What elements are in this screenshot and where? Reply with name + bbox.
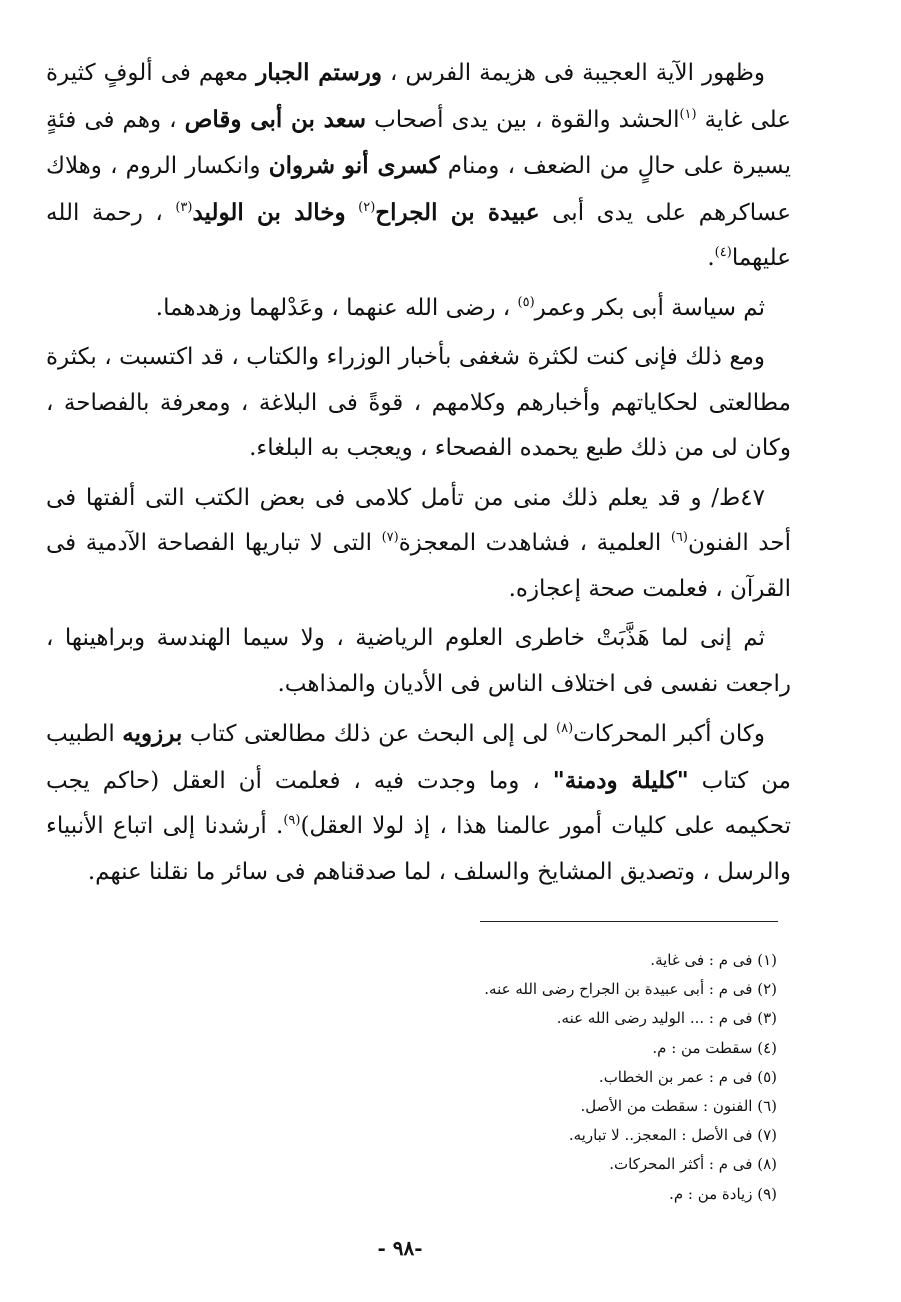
text-run: ومع ذلك فإنى كنت لكثرة شغفى بأخبار الوزراء والكتاب ، قد اكتسبت ، بكثرة مطالعتى لحكاياتهم وأخبارهم وكلامهم ، قوةً فى البلاغة ، ومعرفة بالفصاحة ، وكان لى من ذلك طبع يحمده الفصحاء ، ويعجب به البلغاء. bbox=[46, 344, 791, 461]
highlighted-name: ورستم الجبار bbox=[256, 59, 382, 86]
highlighted-name: سعد بن أبى وقاص bbox=[184, 105, 367, 133]
footnote-divider bbox=[480, 921, 778, 922]
text-run: ثم إنى لما هَذَّبَتْ خاطرى العلوم الرياضية ، ولا سيما الهندسة وبراهينها ، راجعت نفسى فى اختلاف الناس فى الأديان والمذاهب. bbox=[46, 625, 791, 697]
paragraph bbox=[46, 476, 791, 613]
text-run: وظهور الآية العجيبة فى هزيمة الفرس ، bbox=[381, 60, 765, 86]
footnote: (٨) فى م : أكثر المحركات. bbox=[609, 1155, 777, 1174]
footnote-ref: (٣) bbox=[175, 199, 193, 215]
text-run: معهم فى ألوفٍ كثيرة على غاية bbox=[46, 60, 791, 133]
paragraph bbox=[46, 711, 791, 895]
footnote-ref: (٩) bbox=[283, 813, 301, 828]
footnote: (٩) زيادة من : م. bbox=[669, 1184, 777, 1203]
text-run: الطبيب من كتاب bbox=[46, 721, 791, 794]
page-number: -٩٨ - bbox=[377, 1236, 423, 1260]
paragraph bbox=[46, 286, 791, 332]
highlighted-name: وخالد بن الوليد bbox=[192, 198, 346, 226]
footnote-ref: (٧) bbox=[381, 530, 399, 545]
footnote-ref: (١) bbox=[679, 106, 697, 122]
text-run: ، رحمة الله عليهما bbox=[46, 199, 791, 271]
text-run: . أرشدنا إلى اتباع الأنبياء والرسل ، وتصديق المشايخ والسلف ، لما صدقناهم فى سائر ما نقلنا عنهم. bbox=[46, 813, 791, 885]
text-run: ، وهم فى فئةٍ يسيرة على حالٍ من الضعف ، ومنام bbox=[46, 106, 791, 179]
text-run: وكان أكبر المحركات bbox=[573, 721, 765, 747]
footnote: (٤) سقطت من : م. bbox=[652, 1038, 777, 1057]
footnote-ref: (٨) bbox=[556, 721, 574, 736]
footnote-ref: (٥) bbox=[517, 294, 535, 310]
highlighted-name: برزويه bbox=[122, 720, 183, 747]
paragraph bbox=[46, 616, 791, 707]
text-run: العلمية ، فشاهدت المعجزة bbox=[398, 530, 671, 556]
paragraph bbox=[46, 50, 791, 282]
main-text bbox=[46, 50, 791, 899]
footnote: (٥) فى م : عمر بن الخطاب. bbox=[598, 1067, 777, 1086]
footnote: (٣) فى م : ... الوليد رضى الله عنه. bbox=[556, 1009, 777, 1028]
text-run: التى لا تباريها الفصاحة الآدمية فى القرآن ، فعلمت صحة إعجازه. bbox=[46, 530, 791, 602]
highlighted-name: عبيدة بن الجراح bbox=[375, 198, 540, 226]
text-run: الحشد والقوة ، بين يدى أصحاب bbox=[366, 106, 680, 133]
text-run: لى إلى البحث عن ذلك مطالعتى كتاب bbox=[182, 721, 556, 747]
footnote: (١) فى م : فى غاية. bbox=[650, 951, 777, 969]
footnote: (٧) فى الأصل : المعجز.. لا تباريه. bbox=[568, 1126, 777, 1145]
footnote-ref: (٢) bbox=[358, 199, 376, 215]
text-run: وانكسار الروم ، وهلاك عساكرهم على يدى أبى bbox=[46, 153, 792, 226]
text-run: ٤٧ط/ و قد يعلم ذلك منى من تأمل كلامى فى بعض الكتب التى ألفتها فى أحد الفنون bbox=[46, 484, 791, 556]
highlighted-name: "كليلة ودمنة" bbox=[552, 766, 689, 794]
text-run bbox=[346, 200, 359, 226]
footnote: (٢) فى م : أبى عبيدة بن الجراح رضى الله عنه. bbox=[484, 980, 777, 999]
text-run: ، رضى الله عنهما ، وعَدْلهما وزهدهما. bbox=[155, 294, 518, 321]
footnote-ref: (٤) bbox=[714, 245, 732, 260]
paragraph bbox=[46, 335, 791, 472]
text-run: . bbox=[707, 245, 715, 271]
text-run: ثم سياسة أبى بكر وعمر bbox=[534, 294, 765, 321]
footnotes bbox=[177, 946, 777, 1209]
footnote: (٦) الفنون : سقطت من الأصل. bbox=[580, 1097, 777, 1116]
text-run: ، وما وجدت فيه ، فعلمت أن العقل (حاكم يجب تحكيمه على كليات أمور عالمنا هذا ، إذ لولا العقل) bbox=[46, 767, 791, 839]
highlighted-name: كسرى أنو شروان bbox=[268, 152, 440, 179]
footnote-ref: (٦) bbox=[670, 530, 688, 545]
